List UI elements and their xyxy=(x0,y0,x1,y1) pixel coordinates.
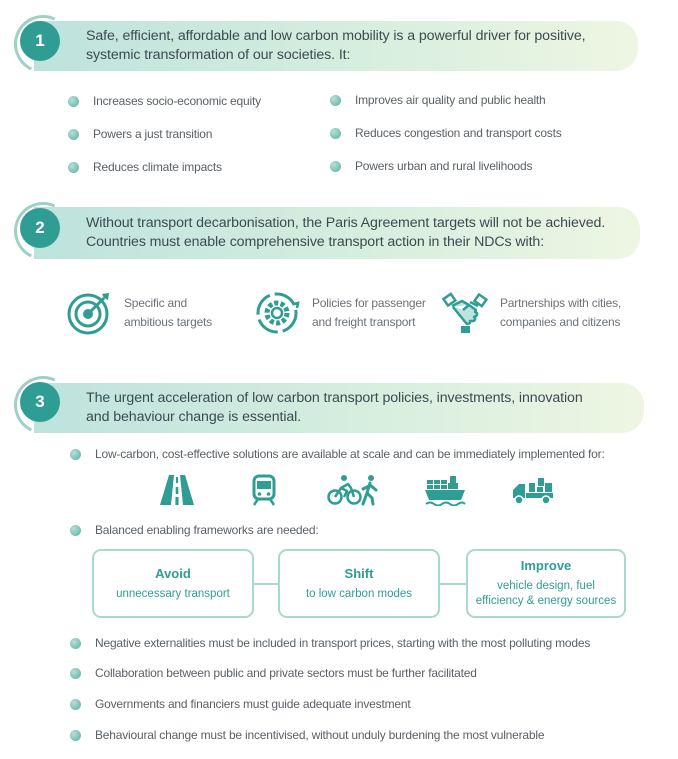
framework-improve: Improve vehicle design, fuel efficiency & energy sources xyxy=(466,549,626,618)
bullet-dot-icon xyxy=(70,638,81,649)
section1-heading: Safe, efficient, affordable and low carbon mobility is a powerful driver for positive, systemic transformation of our societies. It: xyxy=(86,28,586,63)
section1-number-badge: 1 xyxy=(18,19,70,71)
list-item: Increases socio-economic equity xyxy=(68,94,261,108)
freight-truck-icon xyxy=(511,476,555,506)
list-item: Balanced enabling frameworks are needed: xyxy=(70,523,318,537)
action-item-policies xyxy=(254,290,426,336)
list-item: Negative externalities must be included in transport prices, starting with the most polluting modes xyxy=(70,636,590,650)
handshake-icon xyxy=(442,290,488,336)
framework-avoid: Avoid unnecessary transport xyxy=(92,549,254,618)
bullet-dot-icon xyxy=(70,449,81,460)
bullet-dot-icon xyxy=(68,162,79,173)
bullet-dot-icon xyxy=(70,668,81,679)
bullet-dot-icon xyxy=(70,525,81,536)
bullet-dot-icon xyxy=(70,699,81,710)
list-item: Powers a just transition xyxy=(68,127,212,141)
action-item-targets xyxy=(66,290,212,336)
bullet-dot-icon xyxy=(330,95,341,106)
framework-shift: Shift to low carbon modes xyxy=(278,549,440,618)
list-item: Reduces congestion and transport costs xyxy=(330,126,562,140)
bullet-dot-icon xyxy=(330,161,341,172)
list-item: Low-carbon, cost-effective solutions are available at scale and can be immediately implemented for: xyxy=(70,447,605,461)
section3-banner xyxy=(34,383,644,433)
list-item: Collaboration between public and private sectors must be further facilitated xyxy=(70,666,477,680)
list-item: Reduces climate impacts xyxy=(68,160,222,174)
section3-heading: The urgent acceleration of low carbon transport policies, investments, innovation and behaviour change is essential. xyxy=(86,390,583,425)
section2-number-badge: 2 xyxy=(18,206,70,258)
action-item-partnerships xyxy=(442,290,621,336)
list-item: Improves air quality and public health xyxy=(330,93,546,107)
bullet-dot-icon xyxy=(68,129,79,140)
list-item: Powers urban and rural livelihoods xyxy=(330,159,532,173)
framework-connector xyxy=(438,583,468,585)
bullet-dot-icon xyxy=(70,730,81,741)
section3-number-badge: 3 xyxy=(18,380,70,432)
bullet-dot-icon xyxy=(330,128,341,139)
action-label: Specific and ambitious targets xyxy=(124,296,212,329)
section2-banner xyxy=(34,207,640,259)
list-item: Governments and financiers must guide adequate investment xyxy=(70,697,410,711)
cargo-ship-icon xyxy=(424,474,466,506)
cyclist-pedestrian-icon xyxy=(327,474,379,506)
bullet-dot-icon xyxy=(68,96,79,107)
gear-cycle-icon xyxy=(254,290,300,336)
section1-banner xyxy=(34,21,638,71)
framework-connector xyxy=(252,583,280,585)
train-icon xyxy=(251,474,277,506)
action-label: Partnerships with cities, companies and citizens xyxy=(500,296,622,329)
action-label: Policies for passenger and freight transport xyxy=(312,296,426,329)
road-icon xyxy=(159,474,195,506)
target-icon xyxy=(66,290,112,336)
list-item: Behavioural change must be incentivised, without unduly burdening the most vulnerable xyxy=(70,728,544,742)
section2-heading: Without transport decarbonisation, the Paris Agreement targets will not be achieved. Countries must enable comprehensive transport action in their NDCs with: xyxy=(86,215,606,250)
